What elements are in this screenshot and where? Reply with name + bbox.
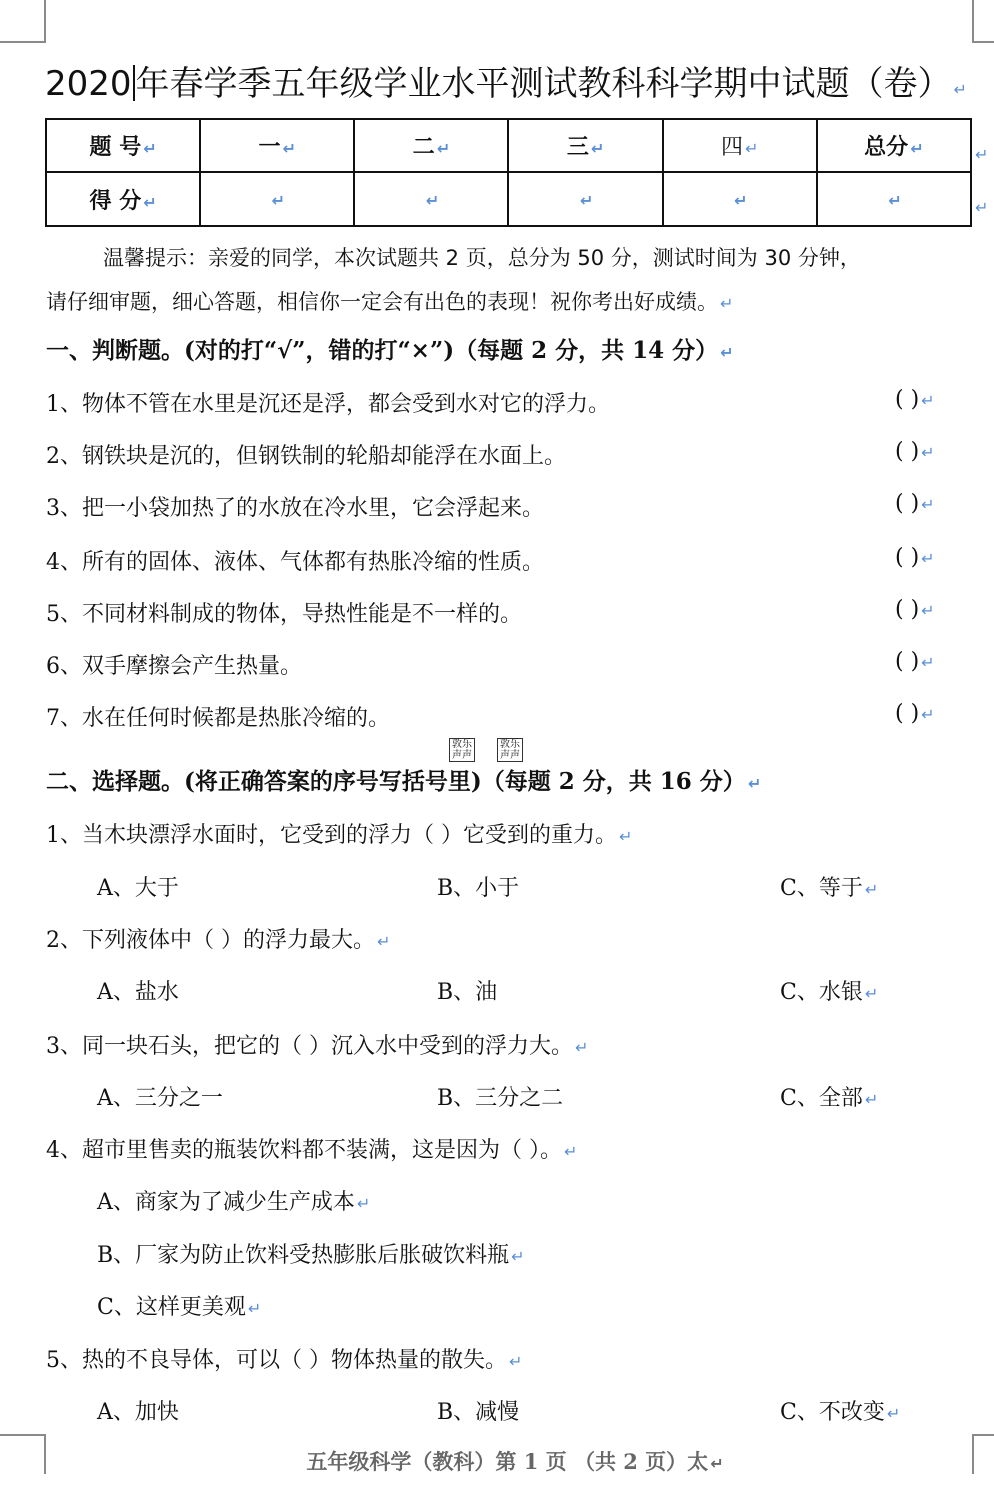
judge-question-1: 1、物体不管在水里是沉还是浮，都会受到水对它的浮力。	[46, 392, 610, 417]
header-cell-4: 四 ↵	[663, 119, 817, 172]
header-cell-1: 一 ↵	[200, 119, 354, 172]
choice-question-3: 3、同一块石头，把它的（ ）沉入水中受到的浮力大。 ↵	[46, 1034, 589, 1059]
crop-mark	[44, 0, 46, 43]
header-cell-3: 三 ↵	[508, 119, 662, 172]
option-a: A、盐水	[97, 980, 179, 1005]
answer-blank-2[interactable]: ( ) ↵	[895, 439, 935, 464]
choice-question-5: 5、热的不良导体，可以（ ）物体热量的散失。 ↵	[46, 1348, 523, 1373]
watermark-stamp: 敦乐 声声	[449, 738, 475, 762]
section1-heading: 一、判断题。(对的打“√”，错的打“×”)（每题 2 分，共 14 分） ↵	[46, 337, 734, 364]
tip-line-1: 温馨提示：亲爱的同学，本次试题共 2 页，总分为 50 分，测试时间为 30 分钟，	[103, 246, 861, 270]
judge-question-4: 4、所有的固体、液体、气体都有热胀冷缩的性质。	[46, 550, 544, 575]
option-c: C、等于 ↵	[780, 876, 879, 901]
score-cell-1[interactable]: ↵	[200, 172, 354, 226]
crop-mark	[0, 1434, 46, 1436]
answer-blank-7[interactable]: ( ) ↵	[895, 701, 935, 726]
option-a: A、加快	[97, 1400, 179, 1425]
paragraph-mark-icon: ↵	[953, 80, 967, 99]
header-cell-label: 题 号 ↵	[46, 119, 200, 172]
judge-question-2: 2、钢铁块是沉的，但钢铁制的轮船却能浮在水面上。	[46, 444, 566, 469]
paragraph-mark-icon: ↵	[975, 145, 989, 164]
choice-question-4: 4、超市里售卖的瓶装饮料都不装满，这是因为（ ）。 ↵	[46, 1138, 578, 1163]
watermark-stamp: 敦乐 声声	[497, 738, 523, 762]
crop-mark	[972, 1434, 994, 1436]
text-cursor	[133, 65, 135, 101]
judge-question-7: 7、水在任何时候都是热胀冷缩的。	[46, 706, 390, 731]
score-cell-total[interactable]: ↵	[817, 172, 971, 226]
header-cell-2: 二 ↵	[354, 119, 508, 172]
option-b: B、减慢	[437, 1400, 520, 1425]
page-footer: 五年级科学（教科）第 1 页 （共 2 页）太 ↵	[306, 1449, 724, 1474]
score-table-header-row	[46, 119, 971, 172]
option-b: B、三分之二	[437, 1086, 564, 1111]
option-c: C、这样更美观 ↵	[97, 1295, 262, 1320]
crop-mark	[972, 0, 974, 43]
score-table-score-row	[46, 172, 971, 226]
option-c: C、水银 ↵	[780, 980, 879, 1005]
option-a: A、大于	[97, 876, 179, 901]
answer-blank-6[interactable]: ( ) ↵	[895, 649, 935, 674]
judge-question-3: 3、把一小袋加热了的水放在冷水里，它会浮起来。	[46, 496, 544, 521]
option-b: B、油	[437, 980, 498, 1005]
choice-question-2: 2、下列液体中（ ）的浮力最大。 ↵	[46, 928, 391, 953]
answer-blank-1[interactable]: ( ) ↵	[895, 387, 935, 412]
crop-mark	[0, 41, 46, 43]
answer-blank-3[interactable]: ( ) ↵	[895, 491, 935, 516]
choice-question-1: 1、当木块漂浮水面时，它受到的浮力（ ）它受到的重力。 ↵	[46, 823, 633, 848]
tip-line-2: 请仔细审题，细心答题，相信你一定会有出色的表现！祝你考出好成绩。 ↵	[46, 290, 734, 314]
title-year: 2020	[45, 64, 132, 104]
title-text: 年春学季五年级学业水平测试教科科学期中试题（卷）	[135, 64, 952, 104]
option-b: B、小于	[437, 876, 520, 901]
crop-mark	[972, 41, 994, 43]
answer-blank-4[interactable]: ( ) ↵	[895, 545, 935, 570]
paragraph-mark-icon: ↵	[975, 198, 989, 217]
score-cell-3[interactable]: ↵	[508, 172, 662, 226]
option-a: A、商家为了减少生产成本 ↵	[97, 1190, 371, 1215]
tip-paragraph	[46, 236, 976, 326]
judge-question-6: 6、双手摩擦会产生热量。	[46, 654, 302, 679]
header-cell-total: 总分 ↵	[817, 119, 971, 172]
section2-heading: 二、选择题。(将正确答案的序号写括号里)（每题 2 分，共 16 分） ↵	[46, 768, 762, 795]
option-c: C、不改变 ↵	[780, 1400, 901, 1425]
answer-blank-5[interactable]: ( ) ↵	[895, 597, 935, 622]
judge-question-5: 5、不同材料制成的物体，导热性能是不一样的。	[46, 602, 522, 627]
score-table	[45, 118, 972, 227]
option-c: C、全部 ↵	[780, 1086, 879, 1111]
option-b: B、厂家为防止饮料受热膨胀后胀破饮料瓶 ↵	[97, 1243, 525, 1268]
option-a: A、三分之一	[97, 1086, 223, 1111]
score-cell-4[interactable]: ↵	[663, 172, 817, 226]
page-title	[45, 56, 985, 105]
row-label-cell: 得 分 ↵	[46, 172, 200, 226]
score-cell-2[interactable]: ↵	[354, 172, 508, 226]
